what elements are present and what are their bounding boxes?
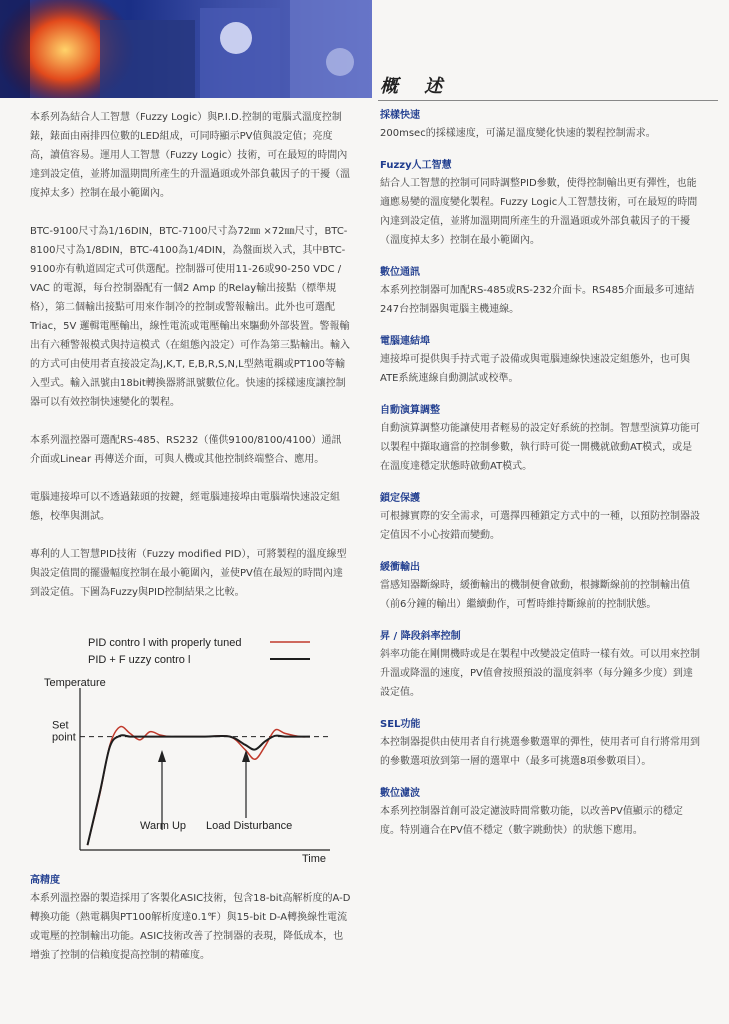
section-title: 鎖定保護	[380, 493, 420, 504]
section-title: 昇 / 降段斜率控制	[380, 631, 461, 642]
section-title: 自動演算調整	[380, 405, 440, 416]
section-body: 可根據實際的安全需求，可選擇四種鎖定方式中的一種，以預防控制器設定值因不小心按錯而變動。	[380, 511, 700, 541]
section-pc-port	[380, 334, 702, 388]
pid-fuzzy-chart	[30, 630, 350, 870]
left-column	[30, 108, 350, 621]
x-axis-label: Time	[302, 853, 327, 865]
section-auto-tune	[380, 403, 702, 476]
section-body: 本系列溫控器的製造採用了客製化ASIC技術，包含18-bit高解析度的A-D轉換功能（熱電耦與PT100解析度達0.1℉）與15-bit D-A轉換線性電流或電壓的控制輸出功能。ASIC技術改善了控制器的表現，降低成本，也增強了控制的信賴度提高控制的精確度。	[30, 893, 351, 961]
section-body: 200msec的採樣速度，可滿足溫度變化快速的製程控制需求。	[380, 128, 656, 139]
specs-paragraph: BTC-9100尺寸為1/16DIN，BTC-7100尺寸為72㎜ ×72㎜尺寸，BTC-8100尺寸為1/8DIN，BTC-4100為1/4DIN，為盤面崁入式，其中BTC-9100亦有軌道固定式可供選配。控制器可使用11-26或90-250 VDC / VAC 的電源，每台控制器配有一個2 Amp 的Relay輸出接點（標準規格），第二個輸出接點可用來作制冷的控制或警報輸出。此外也可選配Triac，5V 邏輯電壓輸出，線性電流或電壓輸出來驅動外部裝置。警報輸出有六種警報模式與持這模式（在組態內設定）可作為第三點輸出。輸入的方式可由使用者直接設定為J,K,T, E,B,R,S,N,L型熱電耦或PT100等輸入型式。輸入訊號由18bit轉換器將訊號數位化。快速的採樣速度讓控制器可以有效控制快速變化的製程。	[30, 226, 350, 408]
section-bumpless-output	[380, 560, 702, 614]
section-body: 本系列控制器可加配RS-485或RS-232介面卡。RS485介面最多可連結247台控制器與電腦主機連線。	[380, 285, 695, 315]
section-title: 數位通訊	[380, 267, 420, 278]
section-body: 斜率功能在剛開機時或是在製程中改變設定值時一樣有效。可以用來控制升溫或降溫的速度，PV值會按照預設的溫度斜率（每分鐘多少度）到達設定值。	[380, 649, 700, 698]
section-sampling	[380, 108, 702, 143]
heading-divider	[378, 100, 718, 101]
section-body: 連接埠可提供與手持式電子設備或與電腦連線快速設定組態外，也可與ATE系統連線自動測試或校準。	[380, 354, 690, 384]
fuzzy-pid-paragraph: 專利的人工智慧PID技術（Fuzzy modified PID），可將製程的溫度線型與設定值間的擺盪幅度控制在最小範圍內，並使PV值在最短的時間內達到設定值。下圖為Fuzzy與PID控制結果之比較。	[30, 549, 347, 598]
chart-svg	[30, 630, 350, 870]
section-body: 當感知器斷線時，緩衝輸出的機制便會啟動，根據斷線前的控制輸出值（前6分鐘的輸出）繼續動作，可暫時維持斷線前的控制狀態。	[380, 580, 690, 610]
section-ramp-control	[380, 629, 702, 702]
section-title: 電腦連結埠	[380, 336, 430, 347]
annotation-warm-up: Warm Up	[140, 820, 187, 832]
setpoint-label-line: point	[52, 731, 76, 744]
y-axis-label: Temperature	[44, 677, 106, 689]
section-body: 本系列控制器首創可設定濾波時間常數功能，以改善PV值顯示的穩定度。特別適合在PV值不穩定（數字跳動快）的狀態下應用。	[380, 806, 683, 836]
section-title: Fuzzy人工智慧	[380, 160, 452, 171]
communication-paragraph: 本系列溫控器可選配RS-485、RS232（僅供9100/8100/4100）通訊介面或Linear 再傳送介面，可與人機或其他控制終端整合、應用。	[30, 435, 342, 465]
section-body: 本控制器提供由使用者自行挑選參數選單的彈性，使用者可自行將常用到的參數選項放到第一層的選單中（最多可挑選8項參數項目）。	[380, 737, 700, 767]
warmup-arrowhead	[158, 750, 166, 762]
legend-label-pid: PID contro l with properly tuned	[88, 637, 242, 649]
disturbance-arrowhead	[242, 750, 250, 762]
right-column	[380, 108, 702, 855]
section-title: SEL功能	[380, 719, 421, 730]
section-fuzzy-ai	[380, 158, 702, 250]
section-title: 採樣快速	[380, 110, 420, 121]
annotation-load-disturbance: Load Disturbance	[206, 820, 293, 832]
section-body: 結合人工智慧的控制可同時調整PID參數，使得控制輸出更有彈性，也能適應易變的溫度變化製程。Fuzzy Logic人工智慧技術，可在最短的時間內達到設定值，並將加溫期間所產生的升溫過頭或外部負載因子的干擾（溫度掉太多）控制在最小範圍內。	[380, 178, 698, 246]
page-heading: 概 述	[380, 76, 453, 97]
section-digital-comm	[380, 265, 702, 319]
section-digital-filter	[380, 786, 702, 840]
header-photo	[0, 0, 372, 98]
section-lock-protection	[380, 491, 702, 545]
section-body: 自動演算調整功能讓使用者輕易的設定好系統的控制。智慧型演算功能可以製程中擷取適當的控制參數，執行時可從一開機就啟動AT模式，或是在溫度達穩定狀態時啟動AT模式。	[380, 423, 700, 472]
intro-paragraph: 本系列為結合人工智慧（Fuzzy Logic）與P.I.D.控制的電腦式溫度控制錶，錶面由兩排四位數的LED組成，可同時顯示PV值與設定值；亮度高，讀值容易。運用人工智慧（Fuzzy Logic）技術，可在最短的時間內達到設定值，並將加溫期間所產生的升溫過頭或外部負載因子的干擾（溫度掉太多）控制在最小範圍內。	[30, 112, 350, 199]
legend-label-fuzzy: PID + F uzzy contro l	[88, 654, 191, 666]
setpoint-label	[52, 720, 76, 744]
section-title: 緩衝輸出	[380, 562, 420, 573]
setpoint-label-line: Set	[52, 719, 69, 732]
pc-port-paragraph: 電腦連接埠可以不透過錶頭的按鍵，經電腦連接埠由電腦端快速設定組態，校準與測試。	[30, 492, 340, 522]
section-title: 高精度	[30, 875, 60, 886]
section-title: 數位濾波	[380, 788, 420, 799]
section-high-precision	[30, 873, 352, 965]
section-sel-function	[380, 717, 702, 771]
